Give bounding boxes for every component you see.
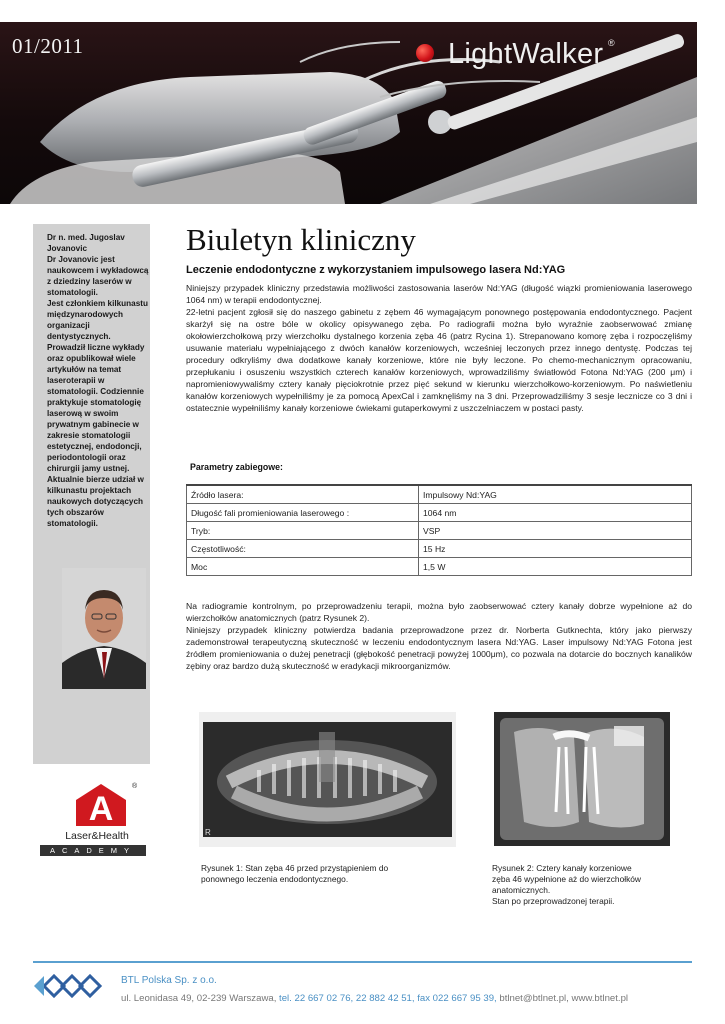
svg-text:A: A (88, 790, 114, 828)
portrait-photo (62, 568, 146, 689)
table-row (187, 522, 692, 540)
xray-after-treatment (494, 712, 670, 846)
param-value: Impulsowy Nd:YAG (419, 485, 692, 504)
parameters-heading: Parametry zabiegowe: (190, 462, 283, 472)
caption-line: anatomicznych. (492, 885, 551, 895)
logo-wordmark: Laser&Health (65, 830, 129, 842)
page-title: Biuletyn kliniczny (186, 222, 416, 257)
brand-dot-icon (416, 44, 434, 62)
author-bio (47, 232, 152, 529)
param-label: Częstotliwość: (187, 540, 419, 558)
paragraph: Niniejszy przypadek kliniczny potwierdza badania przeprowadzone przez dr. Norberta Gutknechta, który jako pierwszy zademonstrował terapeutyczną skuteczność w leczeniu endodontycznym lasera Nd:YAG. Laser impulsowy Nd:YAG Fotona jest źródłem promieniowania o dużej penetracji (głębokość penetracji powyżej 1000μm), co pozwala na dotarcie do bocznych kanalików zębiny oraz bardzo dużą skuteczność w eradykacji mikroorganizmów. (186, 625, 692, 671)
param-value: 1064 nm (419, 504, 692, 522)
issue-number: 01/2011 (12, 34, 84, 58)
company-contact (121, 993, 628, 1004)
logo-academy-band: ACADEMY (40, 845, 146, 856)
bio-line: Dr Jovanovic jest naukowcem i wykładowcą z dziedziny laserów w stomatologii. (47, 255, 149, 297)
svg-text:®: ® (132, 783, 138, 790)
param-label: Długość fali promieniowania laserowego : (187, 504, 419, 522)
paragraph: Na radiogramie kontrolnym, po przeprowadzeniu terapii, można było zaobserwować cztery kanały dobrze wypełnione aż do wierzchołków anatomicznych (patrz Rysunek 2). (186, 601, 692, 623)
article-conclusion (186, 600, 692, 672)
caption-line: ponownego leczenia endodontycznego. (201, 874, 349, 884)
article-subtitle: Leczenie endodontyczne z wykorzystaniem impulsowego lasera Nd:YAG (186, 264, 566, 276)
author-name: Dr n. med. Jugoslav Jovanovic (47, 233, 125, 253)
param-label: Źródło lasera: (187, 485, 419, 504)
address-text: ul. Leonidasa 49, 02-239 Warszawa, (121, 993, 277, 1004)
xray-before-treatment (199, 712, 456, 847)
param-label: Tryb: (187, 522, 419, 540)
param-label: Moc (187, 558, 419, 576)
periapical-xray-image (494, 712, 670, 846)
email-web-link[interactable]: btlnet@btlnet.pl, www.btlnet.pl (499, 993, 629, 1004)
panoramic-xray-image (199, 712, 456, 847)
phone-link[interactable]: tel. 22 667 02 76, 22 882 42 51, (279, 993, 415, 1004)
author-portrait (62, 568, 146, 689)
param-value: 1,5 W (419, 558, 692, 576)
param-value: VSP (419, 522, 692, 540)
caption-line: Rysunek 1: Stan zęba 46 przed przystąpieniem do (201, 863, 389, 873)
registered-mark: ® (608, 38, 615, 48)
caption-line: Stan po przeprowadzonej terapii. (492, 896, 615, 906)
fax-text: fax 022 667 95 39, (417, 993, 497, 1004)
caption-line: Rysunek 2: Cztery kanały korzeniowe (492, 863, 632, 873)
parameters-table (186, 484, 692, 576)
company-name: BTL Polska Sp. z o.o. (121, 975, 217, 986)
table-row (187, 504, 692, 522)
table-row (187, 558, 692, 576)
footer-divider (33, 961, 692, 963)
paragraph: 22-letni pacjent zgłosił się do naszego gabinetu z zębem 46 wymagającym ponownego postępowania endodontycznego. Pacjent skarżył się na ostre bóle w okolicy opisywanego zęba. Po radiografii można było wyraźnie zaobserwować zmianę okołowierzchołkową przy wierzchołku dystalnego korzenia zęba 46 (patrz Rycina 1). Strepanowano komorę zęba i rozpoczęliśmy usuwanie materiału wypełniającego z dwóch kanałów korzeniowych, wcześniej leczonych przez innego dentystę. Podczas tej procedury odkryliśmy dwa dodatkowe kanały korzeniowe, które nie były leczone. Po chemo-mechanicznym opracowaniu, przepłukaniu i osuszeniu wszystkich czterech kanałów korzeniowych, wprowadziliśmy światłowód Fotona Nd:YAG (200 μm) i napromieniowywaliśmy cztery kanały pięciokrotnie przez pięć sekund w kierunku wierzchołkowo-korzeniowym. Po naświetleniu kanałów korzeniowych wypełniliśmy je za pomocą ApexCal i zamknęliśmy na 3 dni. Przeprowadziliśmy 3 sesje lecznicze co 3 dni i ostatecznie wypełniliśmy kanały korzeniowe ćwiekami gutaperkowymi z uszczelniaczem w postaci pasty. (186, 307, 692, 413)
table-row (187, 540, 692, 558)
figure-1-caption (201, 863, 446, 885)
caption-line: zęba 46 wypełnione aż do wierzchołków (492, 874, 641, 884)
brand-name: LightWalker (448, 38, 604, 70)
figure-2-caption (492, 863, 672, 907)
svg-text:R: R (205, 828, 211, 837)
table-row (187, 485, 692, 504)
param-value: 15 Hz (419, 540, 692, 558)
bio-line: Jest członkiem kilkunastu międzynarodowych organizacji dentystycznych. (47, 299, 149, 341)
btl-logo-icon (32, 968, 106, 1004)
header-banner (0, 22, 697, 204)
paragraph: Niniejszy przypadek kliniczny przedstawia możliwości zastosowania laserów Nd:YAG (długość wiązki promieniowania laserowego 1064 nm) w terapii endodontycznej. (186, 283, 692, 305)
article-intro (186, 282, 692, 414)
bio-line: Prowadził liczne wykłady oraz opublikował wiele artykułów na temat laseroterapii w stomatologii. Codziennie praktykuje stomatologię laserową w swoim prywatnym gabinecie w zakresie stomatologii estetycznej, endodoncji, periodontologii oraz chirurgii jamy ustnej. Aktualnie bierze udział w kilkunastu projektach naukowych dotyczących tych obszarów stomatologii. (47, 343, 145, 528)
